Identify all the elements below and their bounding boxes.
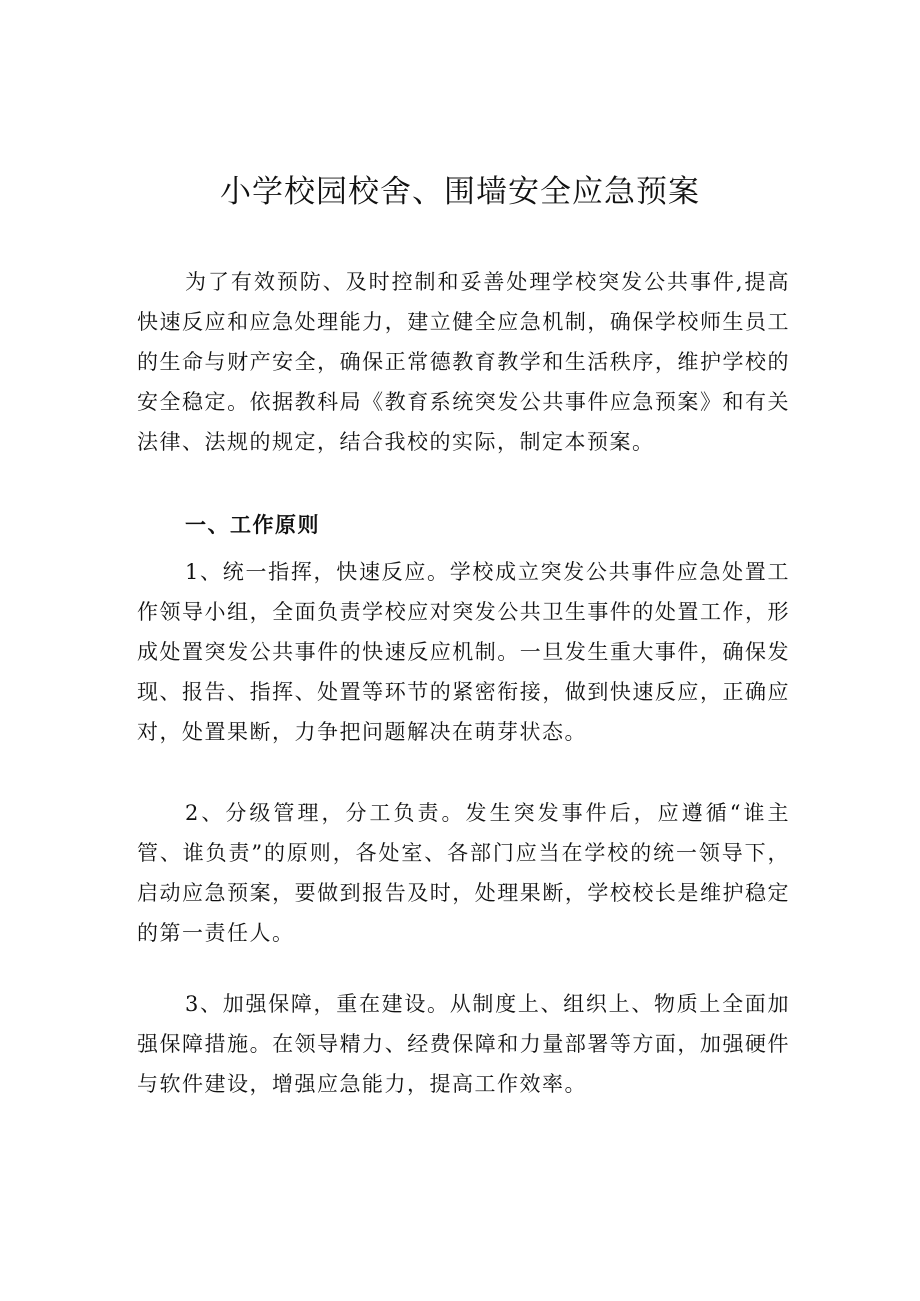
principle-1-paragraph: 1、统一指挥，快速反应。学校成立突发公共事件应急处置工作领导小组，全面负责学校应对突发公共卫生事件的处置工作，形成处置突发公共事件的快速反应机制。一旦发生重大事件，确保发现、报告、指挥、处置等环节的紧密衔接，做到快速反应，正确应对，处置果断，力争把问题解决在萌芽状态。 [137,560,790,744]
principle-2-paragraph: 2、分级管理，分工负责。发生突发事件后，应遵循“谁主管、谁负责”的原则，各处室、各部门应当在学校的统一领导下，启动应急预案，要做到报告及时，处理果断，学校校长是维护稳定的第一责任人。 [137,801,790,945]
section-heading-work-principles: 一、工作原则 [185,512,320,537]
principle-3-paragraph: 3、加强保障，重在建设。从制度上、组织上、物质上全面加强保障措施。在领导精力、经费保障和力量部署等方面，加强硬件与软件建设，增强应急能力，提高工作效率。 [137,992,790,1096]
intro-paragraph: 为了有效预防、及时控制和妥善处理学校突发公共事件,提高快速反应和应急处理能力，建立健全应急机制，确保学校师生员工的生命与财产安全，确保正常德教育教学和生活秩序，维护学校的安全稳定。依据教科局《教育系统突发公共事件应急预案》和有关法律、法规的规定，结合我校的实际，制定本预案。 [137,270,790,454]
document-title: 小学校园校舍、围墙安全应急预案 [220,174,700,210]
